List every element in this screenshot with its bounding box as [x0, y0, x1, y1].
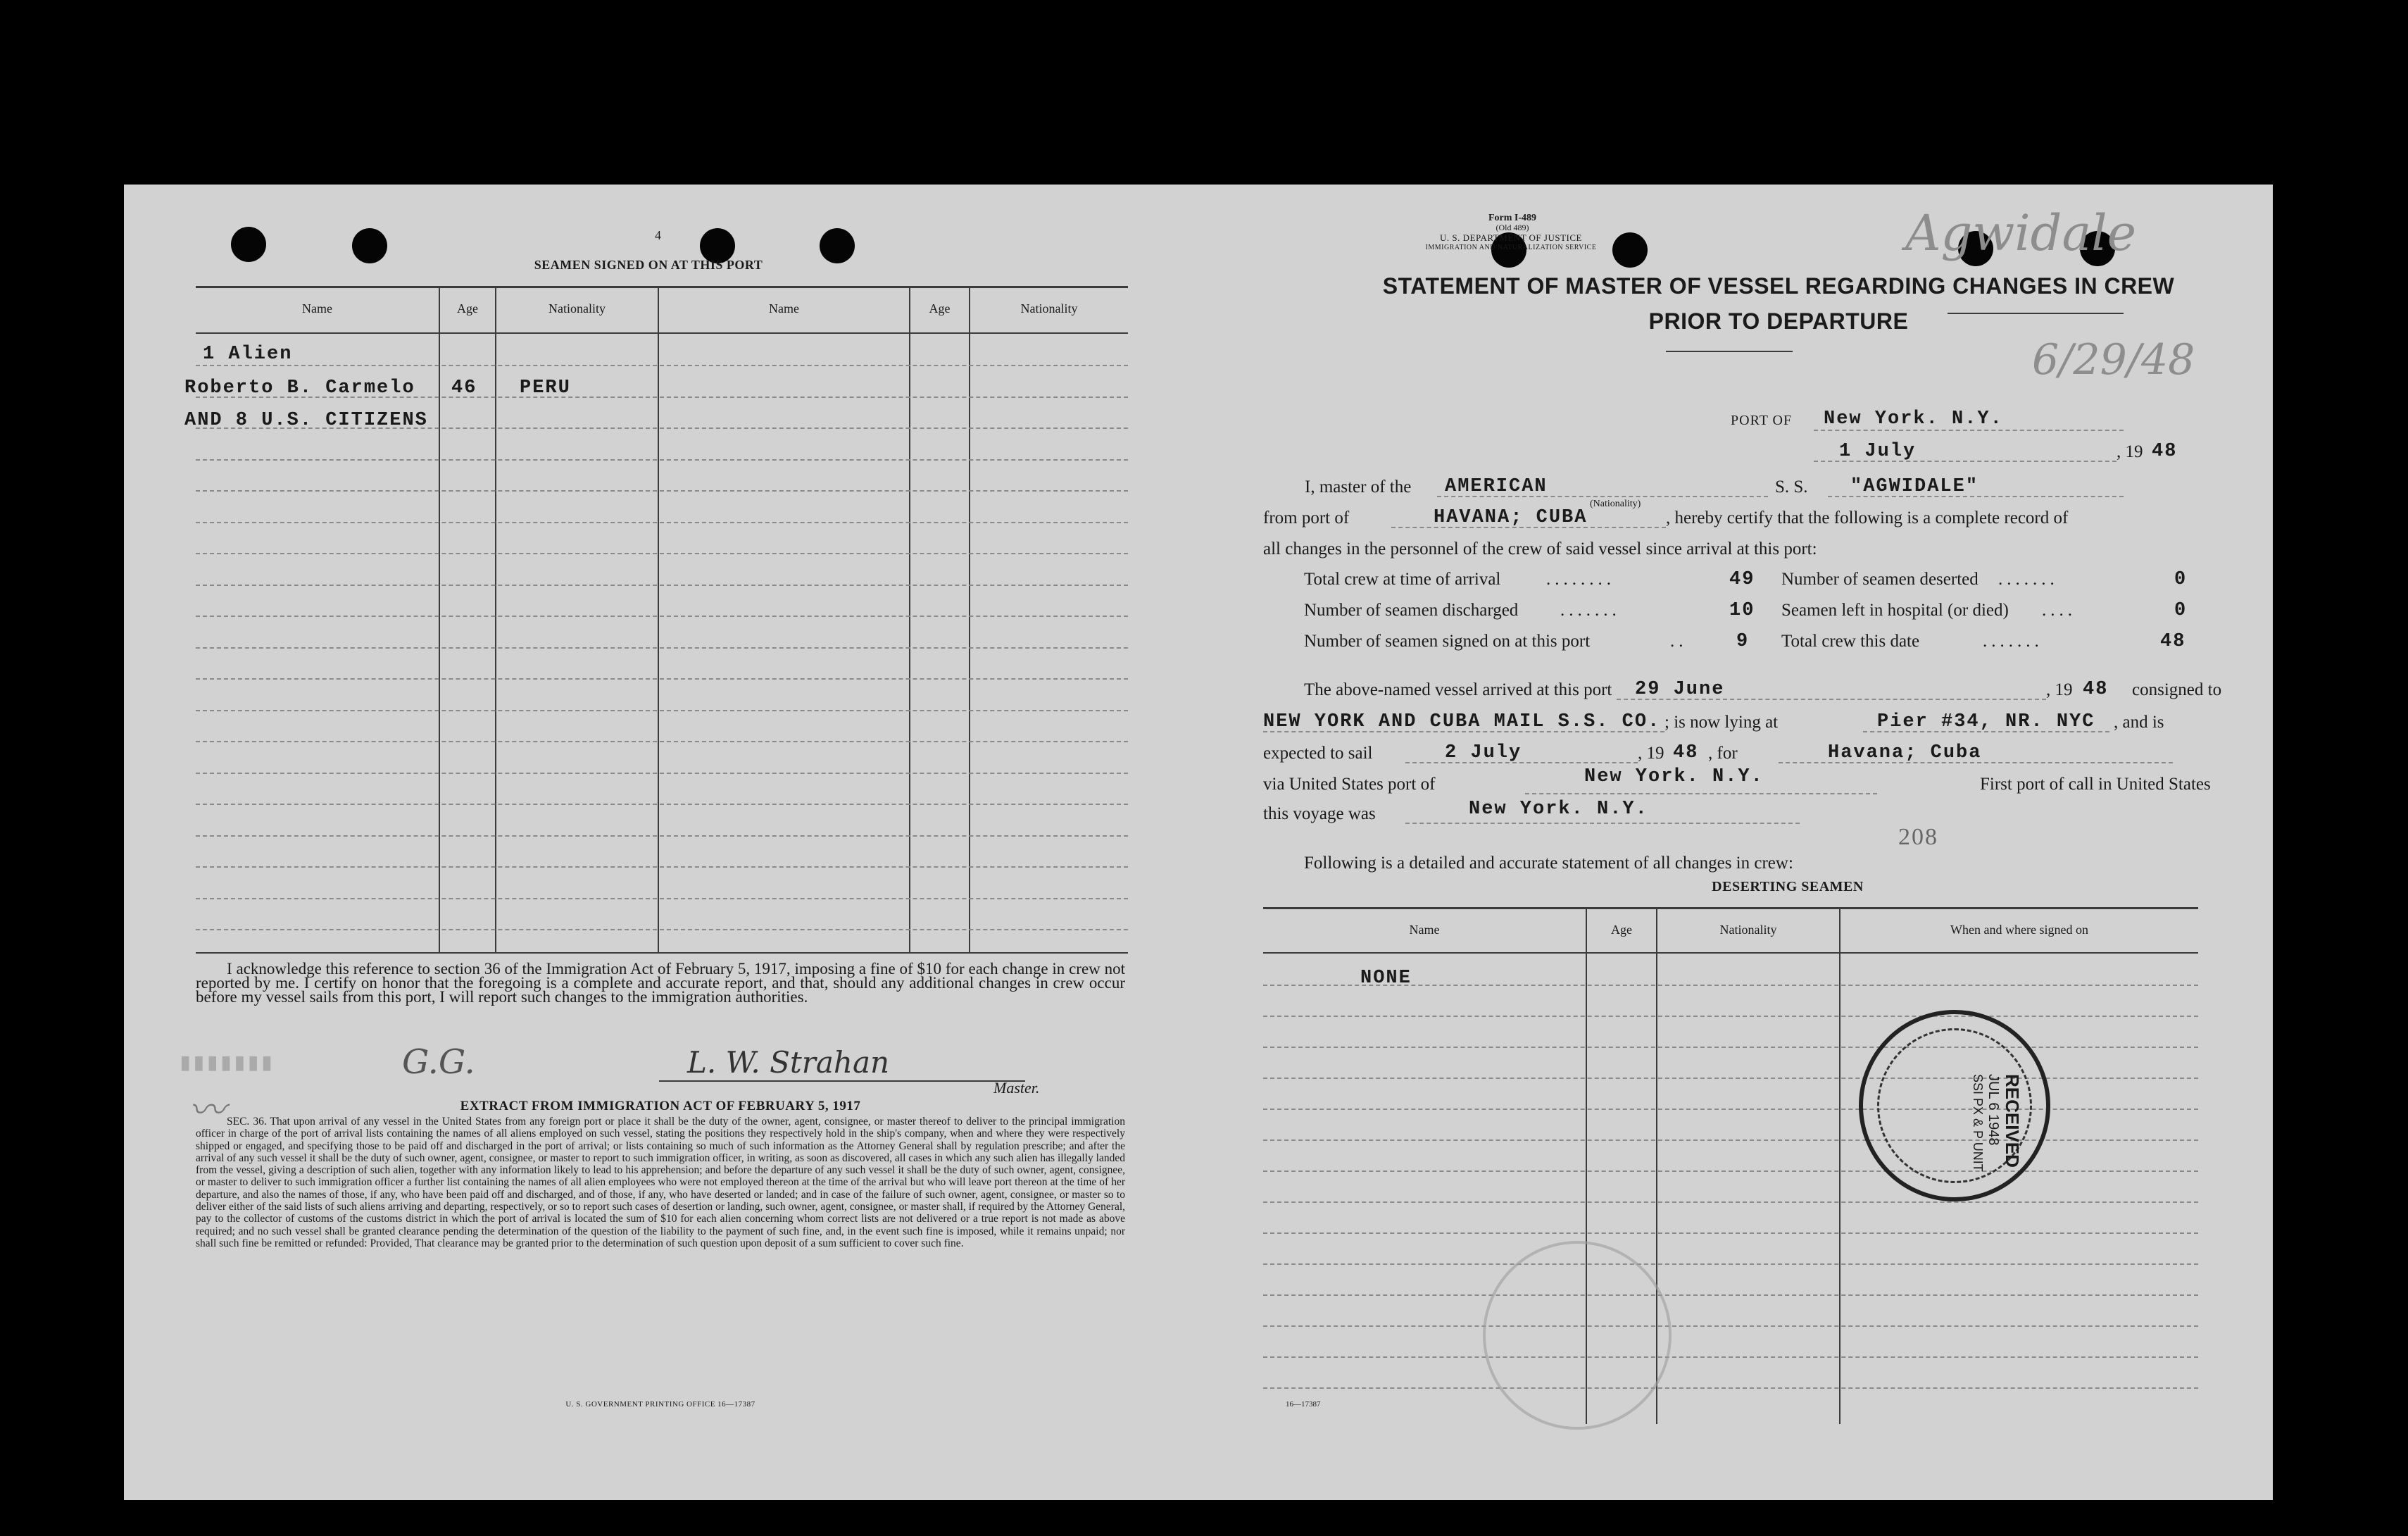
ss-label: S. S. — [1775, 477, 1808, 497]
received-stamp — [1859, 1010, 2050, 1201]
row-rule — [196, 616, 1128, 617]
row-rule — [196, 710, 1128, 711]
row-rule — [196, 647, 1128, 649]
port-value: New York. N.Y. — [1824, 408, 2003, 430]
nationality-caption: (Nationality) — [1590, 499, 1641, 509]
stat-value-signed-on: 9 — [1736, 631, 1750, 652]
first-port-label: First port of call in United States — [1980, 775, 2211, 794]
and-is: , and is — [2114, 713, 2164, 732]
row-rule — [196, 365, 1128, 366]
row-rule — [196, 898, 1128, 899]
nationality-value: AMERICAN — [1445, 476, 1548, 497]
dcol-when-where: When and where signed on — [1950, 923, 2088, 937]
expected-value: 2 July — [1445, 742, 1522, 763]
row-rule — [196, 553, 1128, 554]
expected-year: 48 — [1673, 742, 1699, 763]
stat-value-arrival: 49 — [1729, 569, 1755, 590]
row-rule — [1263, 1263, 2198, 1265]
port-label: PORT OF — [1731, 413, 1793, 428]
via-value: New York. N.Y. — [1584, 766, 1764, 787]
faint-circular-stamp — [1483, 1241, 1672, 1430]
row-rule — [196, 678, 1128, 680]
stamp-date: JUL 6 1948 — [1986, 1074, 2001, 1146]
row-alien-count: 1 Alien — [203, 344, 293, 365]
voyage-label: this voyage was — [1263, 804, 1376, 823]
voyage-value: New York. N.Y. — [1469, 799, 1648, 820]
row-rule — [196, 459, 1128, 461]
page-number: 4 — [655, 228, 661, 242]
following-text: Following is a detailed and accurate statement of all changes in crew: — [1304, 854, 1793, 873]
row-rule — [196, 866, 1128, 868]
ship-name: "AGWIDALE" — [1850, 476, 1979, 497]
certify-text: , hereby certify that the following is a complete record of — [1666, 508, 2069, 527]
row-rule — [1263, 1047, 2198, 1048]
punch-hole — [352, 228, 387, 263]
deserting-title: DESERTING SEAMEN — [1712, 879, 1864, 894]
row-rule — [196, 490, 1128, 492]
lying-value: Pier #34, NR. NYC — [1877, 711, 2095, 732]
acknowledgement-text: I acknowledge this reference to section 36 of the Immigration Act of February 5, 1917, imposing a fine of $10 for each change in crew not reported by me. I certify on honor that the foregoing is a complete and accurate report, and that, should any additional changes in crew occur before my vessel sails from this port, I will report such changes to the immigration authorities. — [196, 960, 1125, 1006]
row-rule — [1263, 1201, 2198, 1203]
for-value: Havana; Cuba — [1828, 742, 1982, 763]
row-rule — [196, 804, 1128, 805]
consignee: NEW YORK AND CUBA MAIL S.S. CO. — [1263, 711, 1661, 732]
row-rule — [1263, 1325, 2198, 1327]
from-port-value: HAVANA; CUBA — [1434, 507, 1588, 528]
row-rule — [1263, 1139, 2198, 1141]
row-rule — [1263, 1232, 2198, 1234]
faint-stamp: ▮▮▮▮▮▮▮ — [180, 1052, 276, 1073]
dcol-name: Name — [1409, 923, 1440, 937]
stat-value-hospital: 0 — [2174, 600, 2188, 621]
master-signature: L. W. Strahan — [687, 1045, 890, 1080]
stat-label-hospital: Seamen left in hospital (or died) — [1781, 601, 2009, 620]
year-value: 48 — [2152, 441, 2178, 462]
stat-label-arrival: Total crew at time of arrival — [1304, 570, 1501, 589]
footer-code: 16—17387 — [1286, 1400, 1321, 1409]
handwritten-date: 6/29/48 — [2032, 335, 2195, 385]
dcol-age: Age — [1611, 923, 1632, 937]
col-age: Age — [457, 301, 478, 316]
date-value: 1 July — [1839, 441, 1917, 462]
printer-line: U. S. GOVERNMENT PRINTING OFFICE 16—17387 — [565, 1400, 755, 1409]
stat-value-discharged: 10 — [1729, 600, 1755, 621]
stamp-received: RECEIVED — [2002, 1074, 2023, 1168]
consigned-label: consigned to — [2132, 680, 2222, 699]
section-title: SEAMEN SIGNED ON AT THIS PORT — [534, 258, 763, 272]
arrived-year: 48 — [2083, 679, 2109, 700]
punch-hole — [820, 228, 855, 263]
row-seaman-name: Roberto B. Carmelo — [184, 377, 415, 399]
arrived-value: 29 June — [1635, 679, 1725, 700]
row-rule — [1263, 1356, 2198, 1358]
stamp-unit: SSI PX & P UNIT — [1971, 1074, 1985, 1172]
stat-label-signed-on: Number of seamen signed on at this port — [1304, 632, 1591, 651]
master-label: Master. — [993, 1079, 1040, 1097]
row-rule — [1263, 1016, 2198, 1017]
initials-signature: G.G. — [402, 1042, 475, 1082]
row-citizens: AND 8 U.S. CITIZENS — [184, 410, 428, 431]
row-rule — [196, 773, 1128, 774]
stat-label-deserted: Number of seamen deserted — [1781, 570, 1979, 589]
extract-title: EXTRACT FROM IMMIGRATION ACT OF FEBRUARY 5, 1917 — [460, 1099, 861, 1113]
lying-label: ; is now lying at — [1664, 713, 1779, 732]
row-rule — [1263, 1387, 2198, 1389]
row-rule — [196, 522, 1128, 523]
col-nationality: Nationality — [548, 301, 606, 316]
handwritten-vessel: Agwidale — [1905, 204, 2137, 262]
scribble-mark: 〰 — [189, 1089, 226, 1132]
from-port-label: from port of — [1263, 508, 1350, 527]
row-seaman-age: 46 — [451, 377, 477, 399]
col-age-2: Age — [929, 301, 951, 316]
stat-label-total: Total crew this date — [1781, 632, 1920, 651]
via-label: via United States port of — [1263, 775, 1436, 794]
stat-value-deserted: 0 — [2174, 569, 2188, 590]
dcol-nationality: Nationality — [1719, 923, 1777, 937]
for-label: , for — [1708, 744, 1738, 763]
row-rule — [1263, 1078, 2198, 1079]
page-ref: 208 — [1898, 824, 1938, 850]
service: IMMIGRATION AND NATURALIZATION SERVICE — [1425, 244, 1597, 251]
row-seaman-nationality: PERU — [520, 377, 571, 399]
stat-label-discharged: Number of seamen discharged — [1304, 601, 1519, 620]
arrived-label: The above-named vessel arrived at this port — [1304, 680, 1612, 699]
year-prefix: , 19 — [2117, 442, 2143, 461]
expected-label: expected to sail — [1263, 744, 1373, 763]
stat-value-total: 48 — [2160, 631, 2186, 652]
document-sheet: 4 SEAMEN SIGNED ON AT THIS PORT Name Age Nationality Name Age Nationality 1 Alien Roberto B. Carmelo 46 PERU AND 8 U.S. CITIZENS I acknowledge this reference to section 36 of the Immigration Act of February 5, 1917, imposing a fine of $10 for each change in crew not reported by me. I certify on honor that the foregoing is a complete and accurate report, and that, should any additional changes in crew occur before my vessel sails from this port, I will report such changes to the immigration authorities. G.G. L. W. Strahan Master. ▮▮▮▮▮▮▮ 〰 EXTRACT FROM IMMIGRATION ACT OF FEBRUARY 5, 1917 SEC. 36. That upon arrival of any vessel in the United States from any foreign port or place it shall be the duty of the owner, agent, consignee, or master thereof to deliver to the principal immigration officer in charge of the port of arrival lists containing the names of all aliens employed on such vessel, stating the positions they respectively hold in the ship's company, when and where they were respectively shipped or engaged, and specifying those to be paid off and discharged in the port of arrival; or lists containing so much of such information as the Attorney General shall by regulation prescribe; and after the arrival of any such vessel it shall be the duty of such owner, agent, consignee, or master to report to such immigration officer, in writing, as soon as discovered, all cases in which any such alien has illegally landed from the vessel, giving a description of such alien, together with any information likely to lead to his apprehension; and before the departure of any such vessel it shall be the duty of such owner, agent, consignee, or master to deliver to such immigration officer a further list containing the names of all alien employees who were not employed thereon at the time of the arrival but who will leave port thereon at the time of her departure, and also the names of those, if any, who have been paid off and discharged, and of those, if any, who have deserted or landed; and in case of the failure of such owner, agent, consignee, or master so to deliver either of the said lists of such aliens arriving and departing, respectively, or so to report such cases of desertion or landing, such owner, agent, consignee, or master shall, if required by the Attorney General, pay to the collector of customs of the customs district in which the port of arrival is located the sum of $10 for each alien concerning whom correct lists are not delivered or a true report is not made as above required; and no such vessel shall be granted clearance pending the determination of the question of the liability to the payment of such fine, and, in the event such fine is imposed, while it remains unpaid; nor shall such fine be remitted or refunded: Provided, That clearance may be granted prior to the determination of such question upon deposit of a sum sufficient to cover such fine. U. S. GOVERNMENT PRINTING OFFICE 16—17387 Form I-489 (Old 489) U. S. DEPARTMENT OF JUSTICE IMMIGRATION AND NATURALIZATION SERVICE Agwidale STATEMENT OF MASTER OF VESSEL REGARDING CHANGES IN CREW PRIOR TO DEPARTURE 6/29/48 PORT OF New York. N.Y. 1 July , 19 48 I, master of the AMERICAN (Nationality) S. S. "AGWIDALE" from port of HAVANA; CUBA , hereby certify that the following is a complete record of all changes in the personnel of the crew of said vessel since arrival at this port: Total crew at time of arrival ........ 49 Number of seamen discharged ....... 10 Number of seamen signed on at this port .. 9 Number of seamen deserted ....... 0 Seamen left in hospital (or died) .... 0 Total crew this date ....... 48 The above-named vessel arrived at this port 29 June , 19 48 consigned to NEW YORK AND CUBA MAIL S.S. CO. ; is now lying at Pier #34, NR. NYC , and is expected to sail 2 July , 19 48 , for Havana; Cuba via United States port of New York. N.Y. First port of call in United States this voyage was New York. N.Y. 208 Following is a detailed and accurate statement of all changes in crew: DESERTING SEAMEN Name Age Nationality When and where signed on NONE RECEIVED JUL 6 1948 SSI PX & P UNIT 16—17387 — [124, 185, 2273, 1500]
form-old: (Old 489) — [1495, 223, 1529, 232]
col-nationality-2: Nationality — [1020, 301, 1078, 316]
form-number: Form I-489 — [1488, 213, 1537, 223]
form-title-line1: STATEMENT OF MASTER OF VESSEL REGARDING CHANGES IN CREW — [1382, 273, 2175, 299]
row-rule — [1263, 1294, 2198, 1296]
master-of-label: I, master of the — [1305, 477, 1412, 497]
punch-hole — [231, 227, 266, 262]
col-name-2: Name — [769, 301, 799, 316]
none-entry: NONE — [1360, 968, 1412, 989]
row-rule — [1263, 1170, 2198, 1172]
row-rule — [196, 929, 1128, 930]
row-rule — [196, 741, 1128, 742]
form-title-line2: PRIOR TO DEPARTURE — [1648, 308, 1909, 334]
col-name: Name — [302, 301, 332, 316]
row-rule — [196, 585, 1128, 586]
extract-text: SEC. 36. That upon arrival of any vessel in the United States from any foreign port or place it shall be the duty of the owner, agent, consignee, or master thereof to deliver to the principal immigration officer in charge of the port of arrival lists containing the names of all aliens employed on such vessel, stating the positions they respectively hold in the ship's company, when and where they were respectively shipped or engaged, and specifying those to be paid off and discharged in the port of arrival; or lists containing so much of such information as the Attorney General shall by regulation prescribe; and after the arrival of any such vessel it shall be the duty of such owner, agent, consignee, or master to report to such immigration officer, in writing, as soon as discovered, all cases in which any such alien has illegally landed from the vessel, giving a description of such alien, together with any information likely to lead to his apprehension; and before the departure of any such vessel it shall be the duty of such owner, agent, consignee, or master to deliver to such immigration officer a further list containing the names of all alien employees who were not employed thereon at the time of the arrival but who will leave port thereon at the time of her departure, and also the names of those, if any, who have been paid off and discharged, and of those, if any, who have deserted or landed; and in case of the failure of such owner, agent, consignee, or master so to deliver either of the said lists of such aliens arriving and departing, respectively, or so to report such cases of desertion or landing, such owner, agent, consignee, or master shall, if required by the Attorney General, pay to the collector of customs of the customs district in which the port of arrival is located the sum of $10 for each alien concerning whom correct lists are not delivered or a true report is not made as above required; and no such vessel shall be granted clearance pending the determination of the question of the liability to the payment of such fine, and, in the event such fine is imposed, while it remains unpaid; nor shall such fine be remitted or refunded: Provided, That clearance may be granted prior to the determination of such question upon deposit of a sum sufficient to cover such fine. — [196, 1116, 1125, 1249]
changes-text: all changes in the personnel of the crew of said vessel since arrival at this port: — [1263, 539, 1817, 558]
department: U. S. DEPARTMENT OF JUSTICE — [1440, 232, 1582, 243]
row-rule — [1263, 1109, 2198, 1110]
row-rule — [196, 835, 1128, 837]
